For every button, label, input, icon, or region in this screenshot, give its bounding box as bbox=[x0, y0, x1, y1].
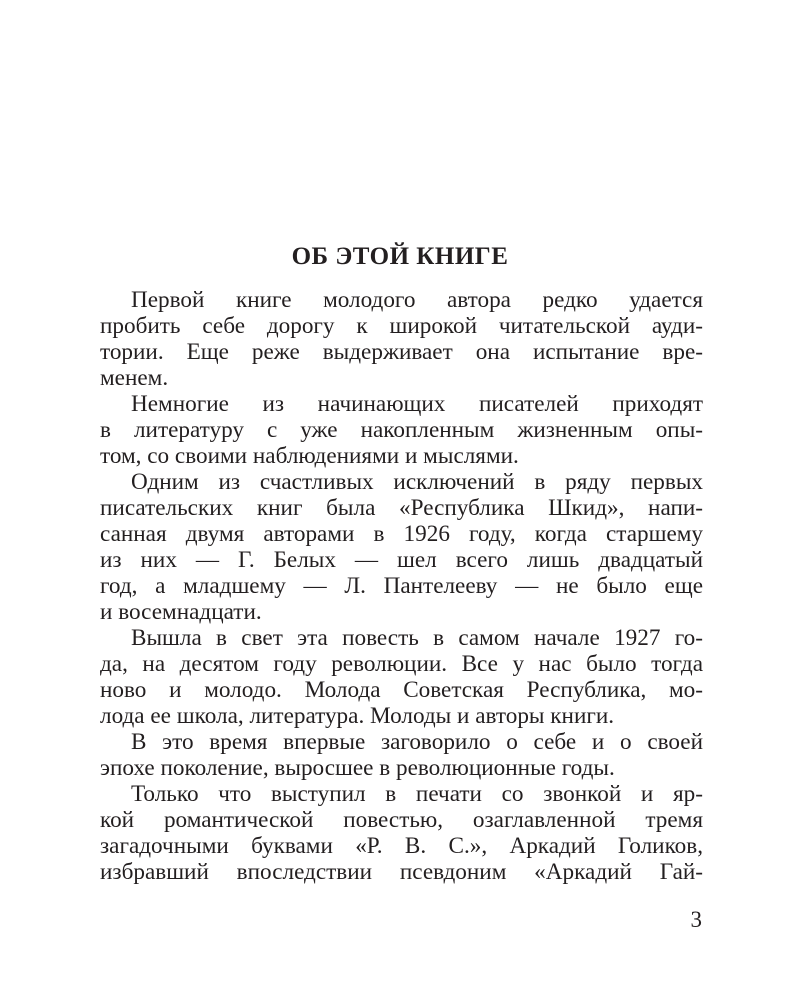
text-line: писательских книг была «Республика Шкид», напи- bbox=[100, 495, 703, 521]
text-line: эпохе поколение, выросшее в революционные годы. bbox=[100, 755, 615, 781]
text-line: загадочными буквами «Р. В. С.», Аркадий Голиков, bbox=[100, 833, 703, 859]
text-line: менем. bbox=[100, 365, 169, 391]
text-line: лода ее школа, литература. Молоды и авторы книги. bbox=[100, 703, 615, 729]
text-line: Вышла в свет эта повесть в самом начале 1927 го- bbox=[131, 625, 703, 651]
text-line: В это время впервые заговорило о себе и о своей bbox=[131, 729, 703, 755]
text-line: из них — Г. Белых — шел всего лишь двадцатый bbox=[100, 547, 703, 573]
body-text bbox=[100, 287, 703, 885]
text-line: год, а младшему — Л. Пантелееву — не было еще bbox=[100, 573, 703, 599]
text-line: Первой книге молодого автора редко удается bbox=[131, 287, 703, 313]
text-line: Немногие из начинающих писателей приходят bbox=[131, 391, 703, 417]
text-line: кой романтической повестью, озаглавленной тремя bbox=[100, 807, 703, 833]
text-line: да, на десятом году революции. Все у нас было тогда bbox=[100, 651, 703, 677]
text-line: пробить себе дорогу к широкой читательской ауди- bbox=[100, 313, 703, 339]
text-line: ново и молодо. Молода Советская Республика, мо- bbox=[100, 677, 703, 703]
text-line: тории. Еще реже выдерживает она испытание вре- bbox=[100, 339, 703, 365]
text-line: в литературу с уже накопленным жизненным опы- bbox=[100, 417, 703, 443]
text-line: Только что выступил в печати со звонкой и яр- bbox=[131, 781, 703, 807]
text-line: и восемнадцати. bbox=[100, 599, 262, 625]
text-line: том, со своими наблюдениями и мыслями. bbox=[100, 443, 519, 469]
text-line: избравший впоследствии псевдоним «Аркадий Гай- bbox=[100, 859, 703, 885]
chapter-title: ОБ ЭТОЙ КНИГЕ bbox=[291, 243, 509, 270]
page-number: 3 bbox=[690, 907, 702, 932]
text-line: санная двумя авторами в 1926 году, когда старшему bbox=[100, 521, 703, 547]
text-line: Одним из счастливых исключений в ряду первых bbox=[131, 469, 703, 495]
